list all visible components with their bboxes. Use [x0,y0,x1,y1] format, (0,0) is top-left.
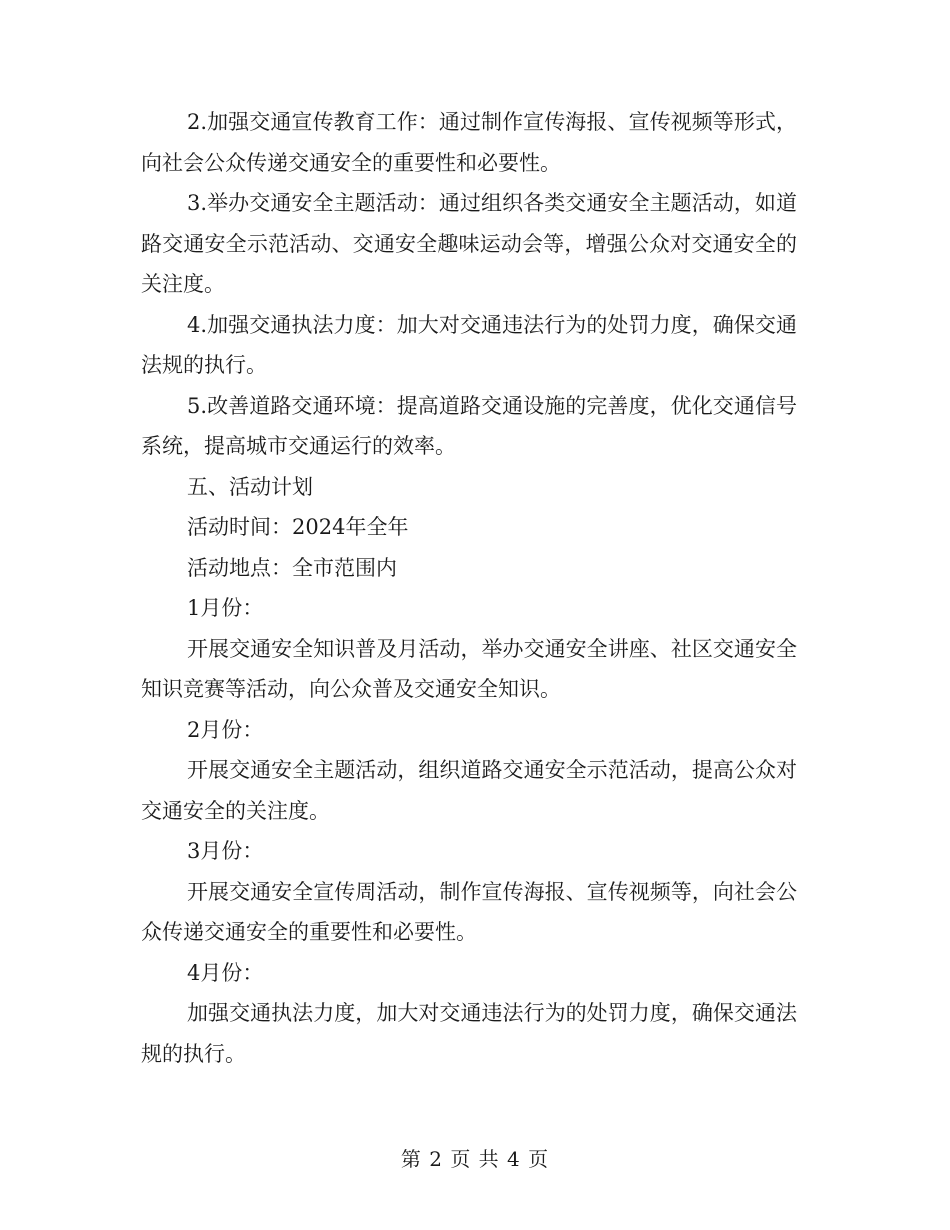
paragraph-item-3: 3.举办交通安全主题活动：通过组织各类交通安全主题活动，如道路交通安全示范活动、交通安全趣味运动会等，增强公众对交通安全的关注度。 [141,191,797,296]
page-footer: 第 2 页 共 4 页 [400,1147,550,1171]
month-label-4: 4月份： [187,960,264,985]
paragraph-item-5: 5.改善道路交通环境：提高道路交通设施的完善度，优化交通信号系统，提高城市交通运行的效率。 [141,393,797,458]
month-label-1: 1月份： [187,596,264,620]
section-heading: 五、活动计划 [187,474,313,499]
paragraph-item-4: 4.加强交通执法力度：加大对交通违法行为的处罚力度，确保交通法规的执行。 [141,312,797,377]
activity-time: 活动时间：2024年全年 [187,515,409,539]
month-label-3: 3月份： [187,839,264,863]
month-paragraph-4: 加强交通执法力度，加大对交通违法行为的处罚力度，确保交通法规的执行。 [141,1001,797,1066]
month-paragraph-3: 开展交通安全宣传周活动，制作宣传海报、宣传视频等，向社会公众传递交通安全的重要性和必要性。 [141,879,797,944]
month-paragraph-1: 开展交通安全知识普及月活动，举办交通安全讲座、社区交通安全知识竞赛等活动，向公众普及交通安全知识。 [141,636,797,701]
month-paragraph-2: 开展交通安全主题活动，组织道路交通安全示范活动，提高公众对交通安全的关注度。 [141,758,797,823]
activity-location: 活动地点：全市范围内 [187,555,397,580]
paragraph-item-2: 2.加强交通宣传教育工作：通过制作宣传海报、宣传视频等形式，向社会公众传递交通安全的重要性和必要性。 [141,110,797,175]
document-body [141,102,797,1074]
month-label-2: 2月份： [187,717,264,742]
